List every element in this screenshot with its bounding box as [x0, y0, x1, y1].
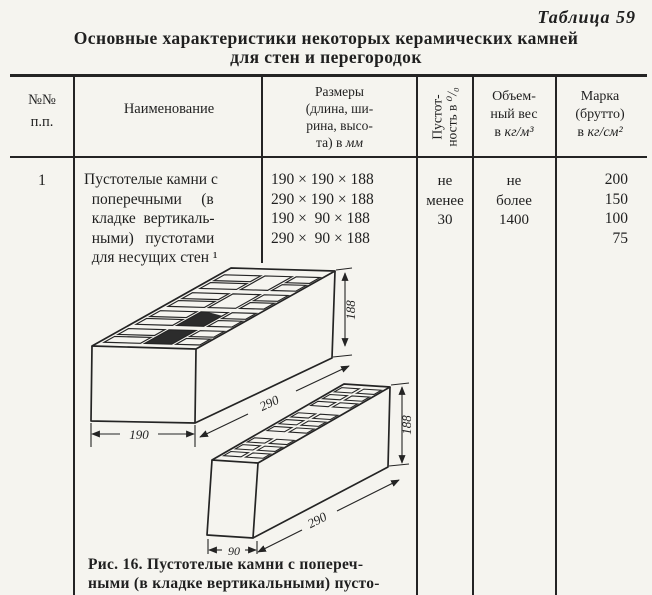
grade-value: 150	[604, 190, 628, 208]
dim-label-small-length: 290	[304, 508, 330, 532]
row-voids	[417, 172, 473, 231]
grade-value: 75	[612, 229, 628, 247]
voids-unit: ⁰/₀	[445, 87, 460, 102]
header-voids-rotated	[430, 87, 460, 146]
page-title-line1: Основные характеристики некоторых керамических камней	[73, 28, 579, 48]
table-border-top	[10, 74, 647, 77]
voids-line: 30	[437, 212, 453, 228]
header-sizes-line4: та) в мм	[316, 135, 363, 150]
header-grade-line1: Марка	[580, 89, 620, 104]
weight-line: 1400	[499, 212, 529, 228]
row-volume-weight	[475, 172, 553, 231]
weight-line: не	[506, 173, 522, 189]
size-value: 290 × 190 × 188	[271, 190, 374, 208]
dim-label-small-height: 188	[399, 415, 414, 435]
header-number-line1: №№	[28, 92, 56, 108]
header-grade-line3: в кг/см²	[577, 125, 623, 140]
voids-line: не	[437, 173, 453, 189]
header-weight-line3: в кг/м³	[494, 125, 534, 140]
header-sizes-line3: рина, высо-	[306, 118, 373, 133]
figure-16-drawing	[78, 256, 450, 556]
header-voids-line1: Пустот-	[430, 94, 445, 140]
grade-value: 200	[604, 171, 628, 188]
header-grade-line2: (брутто)	[575, 107, 625, 122]
header-sizes-line1: Размеры	[315, 84, 364, 99]
row-sizes	[271, 170, 415, 248]
row-name	[84, 170, 262, 268]
header-weight-line2: ный вес	[490, 107, 538, 122]
small-block-dimension-lines	[208, 383, 409, 554]
big-block-dimension-lines	[91, 268, 352, 447]
row-grades	[557, 170, 628, 248]
size-value: 190 × 90 × 188	[271, 210, 370, 227]
size-value: 190 × 190 × 188	[271, 171, 374, 188]
header-sizes-line2: (длина, ши-	[305, 101, 374, 116]
table-number-label: Таблица 59	[537, 7, 636, 27]
header-cell-name: Наименование	[123, 101, 215, 117]
header-number-line2: п.п.	[30, 114, 54, 130]
row-name-line: Пустотелые камни с	[84, 171, 218, 188]
voids-line: менее	[426, 192, 464, 209]
column-rule-1	[73, 77, 75, 595]
figure-caption-line1: Рис. 16. Пустотелые камни с попереч-	[88, 556, 364, 573]
header-weight-line1: Объем-	[492, 89, 536, 104]
grade-unit: кг/см²	[587, 125, 623, 140]
dim-label-big-length: 290	[257, 392, 282, 414]
row-name-line: для несущих стен ¹	[84, 249, 218, 266]
figure-caption	[88, 556, 460, 593]
dim-label-big-height: 188	[343, 300, 358, 320]
grade-value: 100	[604, 210, 628, 227]
header-cell-volume-weight	[475, 88, 553, 142]
row-name-line: кладке вертикаль-	[84, 210, 215, 227]
header-bottom-rule	[10, 156, 647, 158]
dim-label-small-width: 90	[228, 544, 240, 556]
big-block-voids	[104, 275, 320, 345]
size-value: 290 × 90 × 188	[271, 229, 370, 247]
header-cell-voids	[417, 77, 473, 157]
weight-unit: кг/м³	[504, 125, 534, 140]
big-block-outline	[91, 268, 335, 423]
sizes-unit: мм	[345, 135, 363, 150]
page-title-line2: для стен и перегородок	[230, 47, 422, 67]
dim-label-big-width: 190	[129, 427, 149, 442]
page-title	[10, 29, 642, 67]
figure-caption-line2: ными (в кладке вертикальными) пусто-	[88, 574, 380, 592]
header-voids-line2: ность в ⁰/₀	[445, 87, 460, 147]
small-block-outline	[207, 384, 390, 538]
header-cell-sizes	[264, 83, 415, 151]
column-rule-5	[555, 77, 557, 595]
row-name-line: поперечными (в	[84, 190, 214, 208]
weight-line: более	[496, 192, 532, 209]
row-name-line: ными) пустотами	[84, 229, 215, 247]
header-cell-number	[10, 89, 74, 133]
row-number: 1	[38, 172, 46, 189]
header-cell-grade	[557, 88, 643, 142]
